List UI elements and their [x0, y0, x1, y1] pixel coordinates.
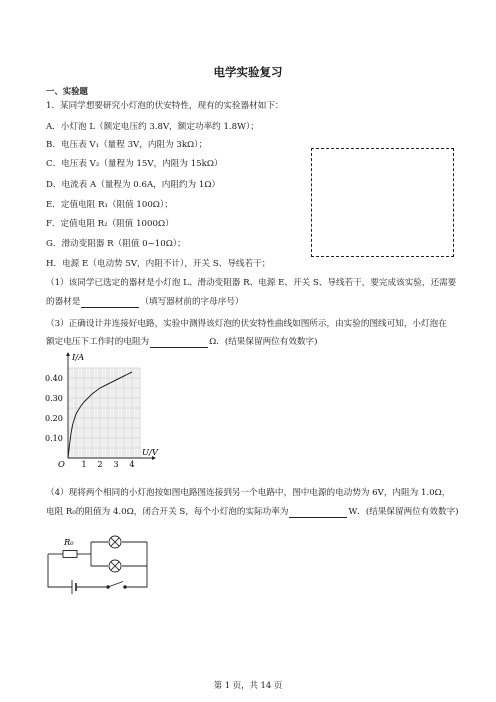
- circuit-design-box: [311, 148, 454, 257]
- y-tick-label: 0.30: [45, 394, 63, 403]
- equipment-item-h: H．电源 E（电动势 5V，内阻不计），开关 S、导线若干；: [46, 259, 271, 269]
- wire-right: [129, 542, 147, 587]
- question-intro: 1．某同学想要研究小灯泡的伏安特性，现有的实验器材如下：: [46, 101, 284, 111]
- resistor-label: R₀: [64, 537, 74, 547]
- part3-suffix: Ω．(结果保留两位有效数字): [209, 337, 318, 347]
- part4-answer-line: [46, 507, 459, 518]
- chart-grid: [68, 368, 140, 458]
- part3-answer-line: [46, 337, 318, 348]
- equipment-item-g: G．滑动变阻器 R（阻值 0~10Ω）；: [46, 239, 186, 249]
- resistor-r0: [63, 551, 77, 558]
- equipment-item-e: E．定值电阻 R₁（阻值 100Ω）；: [46, 200, 173, 210]
- part4-text: （4）现将两个相同的小灯泡按如图电路图连接到另一个电路中，图中电源的电动势为 6V，内阻为 1.0Ω，: [46, 488, 451, 498]
- part3-prefix: 额定电压下工作时的电阻为: [46, 337, 150, 347]
- y-tick-label: 0.40: [45, 374, 63, 383]
- part4-suffix: W．(结果保留两位有效数字): [348, 507, 459, 517]
- x-tick-label: 3: [113, 460, 119, 469]
- y-tick-label: 0.20: [45, 414, 63, 423]
- switch-lever: [108, 582, 123, 588]
- equipment-item-d: D．电流表 A（量程为 0.6A，内阻约为 1Ω）: [46, 180, 221, 190]
- answer-blank-2[interactable]: [150, 338, 208, 348]
- equipment-item-b: B．电压表 V₁（量程 3V，内阻为 3kΩ）；: [46, 140, 208, 150]
- equipment-item-c: C．电压表 V₂（量程为 15V，内阻为 15kΩ）: [46, 159, 223, 169]
- x-tick-label: 4: [129, 460, 135, 469]
- section-heading: 一、实验题: [46, 86, 88, 96]
- answer-blank-3[interactable]: [289, 508, 347, 518]
- part1-suffix: （填写器材前的字母序号）: [140, 297, 244, 307]
- equipment-item-a: A．小灯泡 L（额定电压约 3.8V，额定功率约 1.8W）；: [46, 122, 259, 132]
- x-tick-label: 2: [97, 460, 103, 469]
- y-axis-label: I/A: [72, 352, 85, 362]
- part3-text: （3）正确设计并连接好电路，实验中测得该灯泡的伏安特性曲线如图所示，由实验的图线可知，小灯泡在: [46, 319, 447, 329]
- equipment-item-f: F．定值电阻 R₂（阻值 1000Ω）: [46, 219, 174, 229]
- answer-blank-1[interactable]: [81, 298, 139, 308]
- x-axis-label: U/V: [142, 447, 158, 457]
- page-footer: 第 1 页，共 14 页: [213, 680, 283, 690]
- part1-prefix: 的器材是: [46, 297, 81, 307]
- circuit-diagram: [44, 528, 156, 594]
- part1-text: （1）该同学已选定的器材是小灯泡 L、滑动变阻器 R、电源 E、开关 S、导线若干，要完成该实验，还需要: [46, 278, 457, 288]
- page-title: 电学实验复习: [213, 65, 283, 79]
- part4-prefix: 电阻 R₀的阻值为 4.0Ω，闭合开关 S，每个小灯泡的实际功率为: [46, 507, 289, 517]
- y-axis-arrow: [66, 352, 70, 356]
- y-tick-label: 0.10: [45, 434, 63, 443]
- part1-answer-line: [46, 297, 244, 308]
- iv-curve-chart: [40, 350, 200, 470]
- x-tick-label: 1: [81, 460, 87, 469]
- wire-left: [48, 554, 72, 587]
- origin-label: O: [58, 459, 65, 469]
